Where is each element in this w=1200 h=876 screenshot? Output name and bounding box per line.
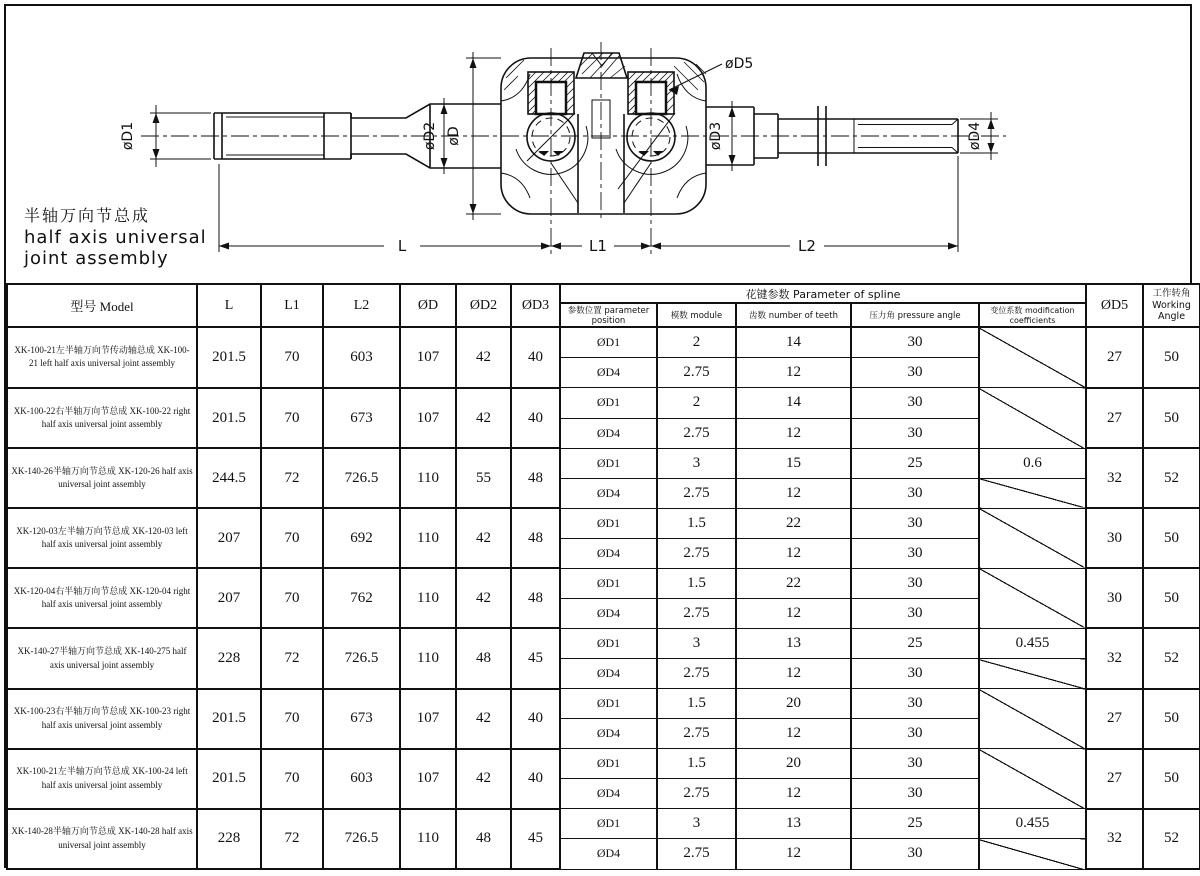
- spec-table: [6, 283, 1200, 870]
- spline-module: 1.5: [657, 568, 736, 598]
- spline-position: ØD4: [560, 779, 657, 809]
- value-d: 110: [400, 508, 456, 568]
- value-d: 107: [400, 388, 456, 448]
- model-name-en: XK-100-21 left half axis universal joint assembly: [29, 344, 190, 369]
- spline-position: ØD1: [560, 809, 657, 839]
- value-working-angle: 52: [1143, 809, 1200, 869]
- model-name-zh: XK-140-27半轴万向节总成: [17, 646, 122, 657]
- spline-pressure-angle: 30: [851, 839, 979, 869]
- value-L: 201.5: [197, 388, 261, 448]
- model-name-en: XK-100-24 left half axis universal joint assembly: [41, 766, 188, 790]
- value-d2: 48: [456, 809, 511, 869]
- model-name-en: XK-100-22 right half axis universal joint assembly: [41, 405, 191, 430]
- spline-pressure-angle: 30: [851, 719, 979, 749]
- header-L2: L2: [323, 284, 400, 327]
- header-d: ØD: [400, 284, 456, 327]
- model-name-zh: XK-100-21左半轴万向节传动轴总成: [14, 344, 155, 355]
- spline-position: ØD1: [560, 448, 657, 478]
- spline-module: 2: [657, 388, 736, 418]
- header-module: 模数 module: [657, 303, 736, 327]
- value-L2: 692: [323, 508, 400, 568]
- table-header: [7, 284, 1200, 327]
- spline-teeth: 14: [736, 388, 851, 418]
- header-model: 型号 Model: [7, 284, 197, 327]
- model-cell: [7, 508, 197, 568]
- spline-module: 2: [657, 327, 736, 358]
- table-row: [7, 448, 1200, 478]
- table-row: [7, 508, 1200, 538]
- value-d: 110: [400, 628, 456, 688]
- spline-teeth: 12: [736, 358, 851, 388]
- spline-pressure-angle: 30: [851, 598, 979, 628]
- header-spline-group: 花键参数 Parameter of spline: [560, 284, 1086, 303]
- model-name-en: XK-140-28 half axis universal joint assembly: [58, 826, 193, 850]
- table-row: [7, 689, 1200, 719]
- spline-pressure-angle: 30: [851, 508, 979, 538]
- header-pressure-angle: 压力角 pressure angle: [851, 303, 979, 327]
- table-row: [7, 388, 1200, 418]
- value-working-angle: 50: [1143, 689, 1200, 749]
- value-d3: 40: [511, 388, 560, 448]
- value-d: 110: [400, 568, 456, 628]
- value-working-angle: 50: [1143, 508, 1200, 568]
- spline-position: ØD1: [560, 749, 657, 779]
- header-mod-coeff: 变位系数 modification coefficients: [979, 303, 1086, 327]
- header-d5: ØD5: [1086, 284, 1143, 327]
- header-teeth: 齿数 number of teeth: [736, 303, 851, 327]
- value-d5: 32: [1086, 628, 1143, 688]
- spline-position: ØD4: [560, 418, 657, 448]
- value-L1: 70: [261, 508, 323, 568]
- spline-teeth: 12: [736, 839, 851, 869]
- spline-module: 2.75: [657, 358, 736, 388]
- spline-teeth: 12: [736, 538, 851, 568]
- table-row: [7, 749, 1200, 779]
- value-d3: 45: [511, 809, 560, 869]
- value-d2: 48: [456, 628, 511, 688]
- model-name-zh: XK-100-21左半轴万向节总成: [16, 766, 130, 777]
- value-working-angle: 50: [1143, 388, 1200, 448]
- spline-pressure-angle: 30: [851, 749, 979, 779]
- value-d3: 40: [511, 749, 560, 809]
- label-d1: øD1: [120, 121, 136, 151]
- dim-d3: [708, 101, 736, 171]
- value-L: 207: [197, 568, 261, 628]
- value-d5: 27: [1086, 327, 1143, 388]
- header-L1: L1: [261, 284, 323, 327]
- value-d3: 48: [511, 448, 560, 508]
- value-d2: 55: [456, 448, 511, 508]
- spline-teeth: 15: [736, 448, 851, 478]
- title-en-line1: half axis universal: [24, 227, 207, 249]
- spline-position: ØD4: [560, 839, 657, 869]
- spline-teeth: 12: [736, 779, 851, 809]
- value-d5: 30: [1086, 508, 1143, 568]
- spline-module: 2.75: [657, 418, 736, 448]
- header-d3: ØD3: [511, 284, 560, 327]
- title-block: [24, 207, 207, 270]
- value-L: 228: [197, 809, 261, 869]
- value-L2: 603: [323, 749, 400, 809]
- value-d: 107: [400, 689, 456, 749]
- dim-d5: [669, 56, 753, 95]
- spline-module: 3: [657, 809, 736, 839]
- mod-coeff-empty: [979, 327, 1086, 388]
- spline-teeth: 12: [736, 598, 851, 628]
- value-working-angle: 52: [1143, 628, 1200, 688]
- header-d2: ØD2: [456, 284, 511, 327]
- spline-pressure-angle: 30: [851, 478, 979, 508]
- value-d5: 32: [1086, 448, 1143, 508]
- model-cell: [7, 689, 197, 749]
- value-L1: 72: [261, 809, 323, 869]
- spline-pressure-angle: 30: [851, 538, 979, 568]
- value-L: 201.5: [197, 689, 261, 749]
- spline-teeth: 20: [736, 689, 851, 719]
- model-name-en: XK-140-275 half axis universal joint assembly: [49, 646, 187, 670]
- spline-teeth: 12: [736, 418, 851, 448]
- label-d3: øD3: [708, 121, 724, 151]
- spline-module: 2.75: [657, 478, 736, 508]
- value-d: 107: [400, 327, 456, 388]
- value-d2: 42: [456, 749, 511, 809]
- mod-coeff-empty: [979, 388, 1086, 448]
- header-working-angle-zh: 工作转角: [1152, 288, 1191, 300]
- value-d5: 27: [1086, 388, 1143, 448]
- mod-coeff-empty: [979, 659, 1086, 689]
- value-d3: 40: [511, 327, 560, 388]
- model-name-zh: XK-100-22右半轴万向节总成: [13, 405, 128, 416]
- value-L: 244.5: [197, 448, 261, 508]
- model-cell: [7, 628, 197, 688]
- spline-pressure-angle: 30: [851, 358, 979, 388]
- spline-position: ØD4: [560, 719, 657, 749]
- value-L2: 726.5: [323, 448, 400, 508]
- spline-teeth: 13: [736, 628, 851, 658]
- dim-lengths: [219, 156, 958, 255]
- value-d3: 40: [511, 689, 560, 749]
- model-name-en: XK-100-23 right half axis universal joint assembly: [41, 706, 191, 730]
- joint-housing: [501, 42, 706, 254]
- spline-module: 1.5: [657, 508, 736, 538]
- value-d5: 27: [1086, 749, 1143, 809]
- value-L1: 70: [261, 749, 323, 809]
- dim-d2: [422, 98, 448, 174]
- spline-teeth: 22: [736, 508, 851, 538]
- value-L: 207: [197, 508, 261, 568]
- label-L: L: [397, 237, 407, 255]
- spline-teeth: 12: [736, 478, 851, 508]
- value-d2: 42: [456, 689, 511, 749]
- spline-module: 2.75: [657, 659, 736, 689]
- model-cell: [7, 327, 197, 388]
- spline-position: ØD4: [560, 659, 657, 689]
- value-d5: 27: [1086, 689, 1143, 749]
- mod-coeff-empty: [979, 689, 1086, 749]
- spline-pressure-angle: 30: [851, 327, 979, 358]
- value-working-angle: 50: [1143, 327, 1200, 388]
- title-en-line2: joint assembly: [24, 248, 169, 270]
- spline-position: ØD4: [560, 478, 657, 508]
- value-L: 228: [197, 628, 261, 688]
- spline-module: 3: [657, 628, 736, 658]
- label-d4: øD4: [967, 121, 983, 151]
- model-name-en: XK-120-03 left half axis universal joint assembly: [41, 525, 188, 550]
- mod-coeff-value: 0.6: [979, 448, 1086, 478]
- value-working-angle: 52: [1143, 448, 1200, 508]
- mod-coeff-value: 0.455: [979, 809, 1086, 839]
- spline-teeth: 20: [736, 749, 851, 779]
- model-name-en: XK-120-04 right half axis universal joint assembly: [41, 585, 191, 610]
- model-name-zh: XK-140-26半轴万向节总成: [11, 465, 116, 476]
- value-d: 110: [400, 809, 456, 869]
- table-row: [7, 327, 1200, 358]
- value-d5: 30: [1086, 568, 1143, 628]
- spline-module: 1.5: [657, 689, 736, 719]
- header-L: L: [197, 284, 261, 327]
- value-d3: 45: [511, 628, 560, 688]
- spline-module: 2.75: [657, 719, 736, 749]
- value-L1: 70: [261, 327, 323, 388]
- value-L2: 726.5: [323, 809, 400, 869]
- spline-pressure-angle: 30: [851, 418, 979, 448]
- value-d2: 42: [456, 508, 511, 568]
- spline-pressure-angle: 30: [851, 779, 979, 809]
- value-L2: 726.5: [323, 628, 400, 688]
- table-row: [7, 628, 1200, 658]
- label-d: øD: [446, 126, 462, 146]
- spline-module: 2.75: [657, 839, 736, 869]
- table-row: [7, 809, 1200, 839]
- mod-coeff-empty: [979, 508, 1086, 568]
- spline-module: 2.75: [657, 779, 736, 809]
- spline-module: 1.5: [657, 749, 736, 779]
- value-L: 201.5: [197, 749, 261, 809]
- label-d5: øD5: [725, 56, 754, 72]
- spline-position: ØD1: [560, 388, 657, 418]
- value-L2: 762: [323, 568, 400, 628]
- spline-position: ØD1: [560, 689, 657, 719]
- value-L1: 70: [261, 568, 323, 628]
- spline-teeth: 14: [736, 327, 851, 358]
- model-name-zh: XK-140-28半轴万向节总成: [11, 826, 116, 837]
- spline-module: 2.75: [657, 538, 736, 568]
- model-name-zh: XK-120-03左半轴万向节总成: [16, 525, 130, 536]
- spline-position: ØD4: [560, 358, 657, 388]
- value-L1: 72: [261, 448, 323, 508]
- value-L: 201.5: [197, 327, 261, 388]
- value-working-angle: 50: [1143, 568, 1200, 628]
- value-d: 107: [400, 749, 456, 809]
- value-L2: 673: [323, 388, 400, 448]
- value-L1: 70: [261, 689, 323, 749]
- spline-teeth: 22: [736, 568, 851, 598]
- value-d: 110: [400, 448, 456, 508]
- value-L1: 72: [261, 628, 323, 688]
- spline-position: ØD1: [560, 628, 657, 658]
- table-body: [7, 327, 1200, 869]
- value-d2: 42: [456, 568, 511, 628]
- spline-pressure-angle: 25: [851, 448, 979, 478]
- spline-teeth: 13: [736, 809, 851, 839]
- mod-coeff-empty: [979, 478, 1086, 508]
- model-cell: [7, 568, 197, 628]
- label-L2: L2: [798, 237, 816, 255]
- value-d5: 32: [1086, 809, 1143, 869]
- spline-position: ØD4: [560, 538, 657, 568]
- mod-coeff-empty: [979, 839, 1086, 869]
- table-row: [7, 568, 1200, 598]
- spline-pressure-angle: 25: [851, 809, 979, 839]
- header-working-angle-en: Working Angle: [1152, 299, 1191, 323]
- spline-module: 3: [657, 448, 736, 478]
- label-d2: øD2: [422, 121, 438, 151]
- header-working-angle: [1143, 284, 1200, 327]
- spline-pressure-angle: 25: [851, 628, 979, 658]
- mod-coeff-empty: [979, 568, 1086, 628]
- model-cell: [7, 388, 197, 448]
- spline-module: 2.75: [657, 598, 736, 628]
- value-d3: 48: [511, 508, 560, 568]
- value-d3: 48: [511, 568, 560, 628]
- model-cell: [7, 749, 197, 809]
- value-L1: 70: [261, 388, 323, 448]
- spline-pressure-angle: 30: [851, 388, 979, 418]
- mod-coeff-empty: [979, 749, 1086, 809]
- value-d2: 42: [456, 388, 511, 448]
- spline-teeth: 12: [736, 719, 851, 749]
- model-name-en: XK-120-26 half axis universal joint assembly: [58, 465, 193, 490]
- spline-position: ØD1: [560, 508, 657, 538]
- dim-d: [446, 52, 501, 220]
- model-name-zh: XK-100-23右半轴万向节总成: [13, 706, 128, 717]
- model-name-zh: XK-120-04右半轴万向节总成: [13, 585, 128, 596]
- value-L2: 673: [323, 689, 400, 749]
- value-working-angle: 50: [1143, 749, 1200, 809]
- spline-pressure-angle: 30: [851, 689, 979, 719]
- spline-position: ØD1: [560, 327, 657, 358]
- model-cell: [7, 809, 197, 869]
- spline-teeth: 12: [736, 659, 851, 689]
- value-d2: 42: [456, 327, 511, 388]
- spline-position: ØD4: [560, 598, 657, 628]
- header-param-position: 参数位置 parameter position: [560, 303, 657, 327]
- spline-pressure-angle: 30: [851, 659, 979, 689]
- title-zh: 半轴万向节总成: [24, 206, 151, 225]
- spline-pressure-angle: 30: [851, 568, 979, 598]
- label-L1: L1: [589, 237, 607, 255]
- mod-coeff-value: 0.455: [979, 628, 1086, 658]
- spline-position: ØD1: [560, 568, 657, 598]
- model-cell: [7, 448, 197, 508]
- value-L2: 603: [323, 327, 400, 388]
